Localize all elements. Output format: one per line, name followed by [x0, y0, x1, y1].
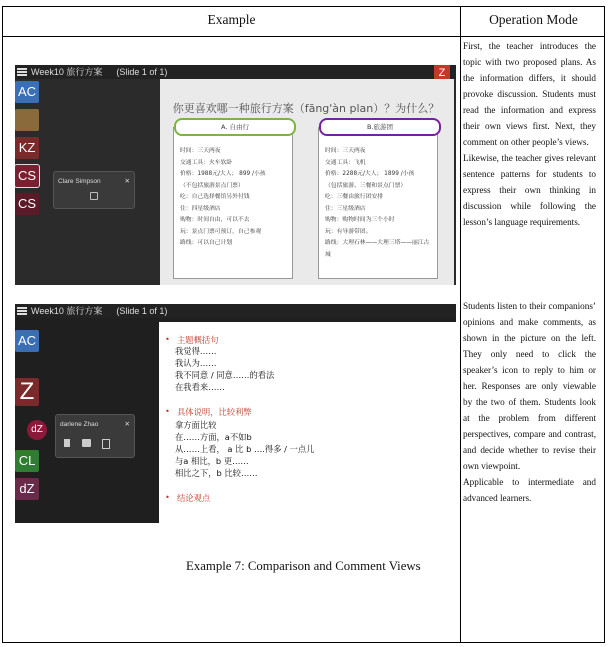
plan-line: 玩：景点门票可预订，自己参观	[180, 228, 262, 235]
close-icon[interactable]: ✕	[124, 178, 130, 185]
operation-paragraph-2	[463, 298, 596, 506]
lock-icon[interactable]	[102, 439, 110, 449]
speaker-name: Clare Simpson	[58, 178, 101, 185]
plan-line: 吃：三餐由旅行团安排	[325, 194, 383, 200]
participant-avatars	[15, 330, 41, 506]
avatar[interactable]: Z	[15, 378, 39, 406]
avatar[interactable]: KZ	[15, 137, 39, 159]
operation-text: Students listen to their companions’ opinions and make comments, as shown in the picture on the left. They only need to click the speaker’s icon to reply to him or her. Responses are only viewable by the two of them. Students look at the problem from different perspectives, compare and contrast, and decide whether to revise their own viewpoint.	[463, 301, 596, 471]
screenshot-comparison-view	[15, 65, 456, 285]
close-icon[interactable]: ✕	[124, 421, 130, 428]
avatar[interactable]: CS	[15, 165, 39, 187]
plan-line: 交通工具：飞机	[325, 159, 366, 166]
operation-text: Likewise, the teacher gives relevant sentence patterns for students to express their own thinking in discussion while following the lesson’s language requirements.	[463, 153, 596, 227]
avatar[interactable]: CL	[15, 450, 39, 472]
section-heading: • 结论观点	[177, 492, 210, 504]
plan-b-tab: B.旅游团	[319, 118, 441, 136]
avatar[interactable]: AC	[15, 330, 39, 352]
slide-question: 你更喜欢哪一种旅行方案（fāng'àn plan）？为什么？	[172, 102, 440, 115]
operation-text: Applicable to intermediate and advanced learners.	[463, 477, 596, 503]
menu-icon[interactable]	[17, 68, 27, 76]
screenshot-comment-view	[15, 304, 456, 523]
operation-text: First, the teacher introduces the topic with two proposed plans. As the information differs, it should provoke discussion. Students must read the information and express their own views first. Next, they comment on other people’s views.	[463, 41, 596, 147]
cc-icon[interactable]	[82, 439, 91, 447]
avatar[interactable]: AC	[15, 81, 39, 103]
pattern-line: 与a 相比，b 更……	[175, 456, 249, 466]
plan-line: 路线：大理石林——大理三塔——丽江古城	[325, 240, 430, 258]
pattern-line: 从……上看， a 比 b ….得多 / 一点儿	[175, 444, 315, 454]
pattern-line: 我觉得……	[175, 346, 217, 356]
slide-number: (Slide 1 of 1)	[116, 306, 168, 316]
pattern-line: 在我看来……	[175, 382, 225, 392]
plan-line: 玩：有导游带团。	[325, 228, 372, 235]
plan-a-tab: A. 自由行	[174, 118, 296, 136]
pattern-line: 在……方面，a不如b	[175, 432, 252, 442]
pattern-line: 我认为……	[175, 358, 217, 368]
pattern-line: 相比之下，b 比较……	[175, 468, 258, 478]
plan-line: 交通工具：火车软卧	[180, 159, 233, 166]
menu-icon[interactable]	[17, 307, 27, 315]
slide-plans	[160, 79, 454, 285]
app-title: Week10 旅行方案	[31, 306, 103, 316]
section-heading: • 主题概括句	[177, 334, 219, 346]
avatar[interactable]: CS	[15, 193, 39, 215]
lock-icon	[90, 192, 98, 200]
slide-sentence-patterns	[159, 322, 456, 523]
avatar[interactable]: dZ	[27, 420, 47, 440]
speaker-popup	[55, 414, 135, 458]
header-operation-mode: Operation Mode	[489, 12, 578, 27]
header-divider	[3, 36, 604, 37]
column-divider	[460, 7, 461, 642]
plan-line: 购物：购物时间为三个小时	[325, 217, 395, 223]
pattern-line: 拿方面比较	[175, 420, 217, 430]
participant-avatars	[15, 81, 41, 221]
figure-caption: Example 7: Comparison and Comment Views	[186, 559, 421, 573]
operation-paragraph-1	[463, 38, 596, 230]
plan-line: 住：三星级酒店	[325, 205, 366, 212]
plan-line: 购物：时间自由，可以不去	[180, 217, 250, 223]
section-heading: • 具体说明，比较利弊	[177, 406, 252, 418]
plan-line: 住：四星级酒店	[180, 205, 221, 212]
speaker-popup	[53, 171, 135, 209]
pattern-line: 我不同意 / 同意……的看法	[175, 370, 275, 380]
plan-line: 路线：可以自己计划	[180, 240, 233, 246]
header-example: Example	[207, 12, 256, 27]
plan-line: 价格：2288元/大人； 1899 /小孩	[325, 171, 415, 177]
trash-icon[interactable]	[64, 439, 70, 447]
app-title: Week10 旅行方案	[31, 67, 103, 77]
plan-line: （不包括旅游景点门票）	[180, 182, 244, 189]
avatar[interactable]: dZ	[15, 478, 39, 500]
plan-b-box	[318, 123, 438, 279]
plan-a-box	[173, 123, 293, 279]
app-title-bar	[15, 304, 456, 318]
speaker-name: darlene Zhao	[60, 421, 99, 428]
plan-line: 吃：自己选择餐馆另外付钱	[180, 194, 250, 200]
app-title-bar	[15, 65, 456, 79]
plan-line: 时间：三天两夜	[325, 148, 366, 154]
plan-line: （包括旅游、三餐和景点门票）	[325, 182, 407, 189]
avatar[interactable]	[15, 109, 39, 131]
plan-line: 时间：三天两夜	[180, 148, 221, 154]
user-badge[interactable]: Z	[434, 65, 450, 81]
slide-number: (Slide 1 of 1)	[116, 67, 168, 77]
plan-line: 价格：1988元/大人； 899 /小孩	[180, 171, 266, 177]
